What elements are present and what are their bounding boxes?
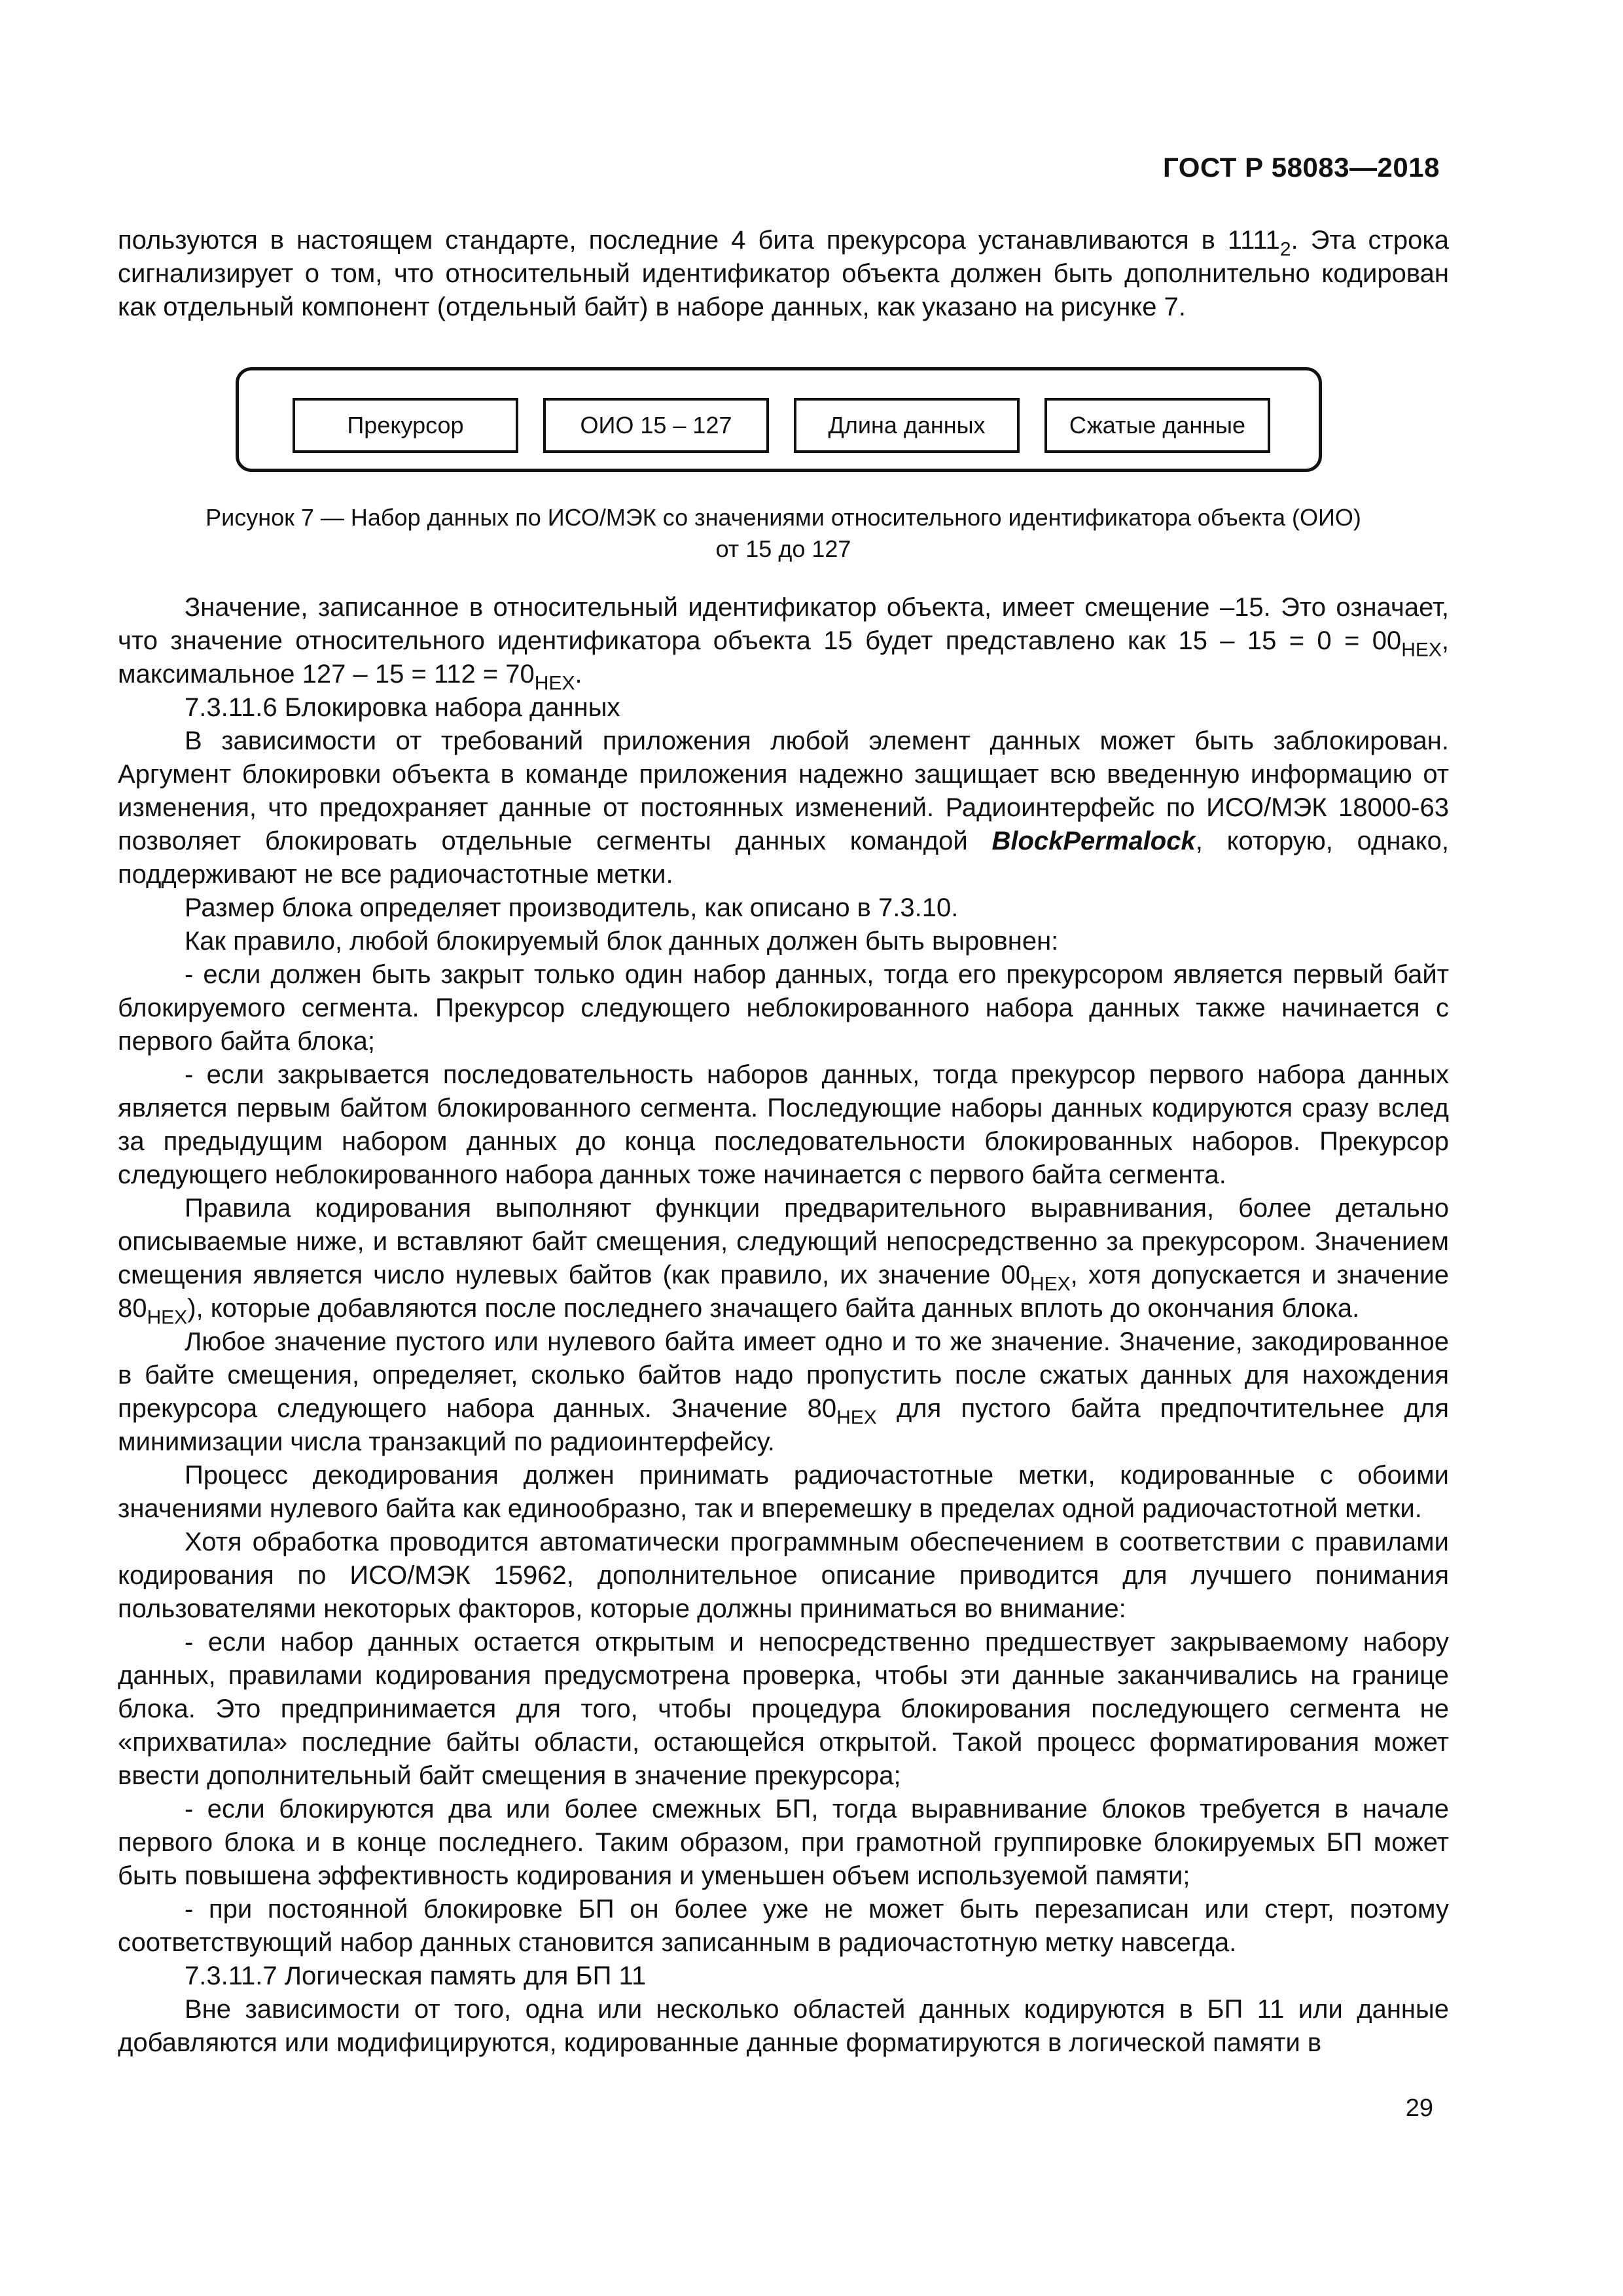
intro-subscript: 2: [1279, 238, 1291, 260]
rules-text-c: ), которые добавляются после последнего значащего байта данных вплоть до окончания блока.: [187, 1294, 1360, 1323]
box-compressed-data: Сжатые данные: [1044, 398, 1270, 453]
paragraph-process: Хотя обработка проводится автоматически программным обеспечением в соответствии с правилами кодирования по ИСО/МЭК 15962, дополнительное описание приводится для лучшего понимания пользователями некоторых факторов, которые должны приниматься во внимание:: [118, 1528, 1449, 1623]
list-item-3: - если набор данных остается открытым и непосредственно предшествует закрываемому набору данных, правилами кодирования предусмотрена проверка, чтобы эти данные заканчивались на границе блока. Это предпринимается для того, чтобы процедура блокирования последующего сегмента не «прихватила» последние байты области, остающейся открытой. Такой процесс форматирования может ввести дополнительный байт смещения в значение прекурсора;: [118, 1628, 1449, 1790]
lock-text-b: , которую, однако, поддерживают не все радиочастотные метки.: [118, 827, 1449, 889]
paragraph-logical-memory: Вне зависимости от того, одна или несколько областей данных кодируются в БП 11 или данные добавляются или модифицируются, кодированные данные форматируются в логической памяти в: [118, 1995, 1449, 2057]
intro-paragraph: [118, 224, 1449, 324]
paragraph-lock: [118, 725, 1449, 891]
page-number: 29: [1405, 2094, 1433, 2122]
paragraph-rules: [118, 1192, 1449, 1329]
rules-text-b: , хотя допускается и значение 80: [118, 1261, 1449, 1323]
hex-subscript: HEX: [1401, 639, 1442, 661]
hex-subscript: HEX: [534, 672, 575, 694]
figure-caption: [118, 502, 1449, 565]
command-name: BlockPermalock: [991, 827, 1196, 855]
empty-text-b: для пустого байта предпочтительнее для минимизации числа транзакций по радиоинтерфейсу.: [118, 1394, 1449, 1456]
empty-text-a: Любое значение пустого или нулевого байта имеет одно и то же значение. Значение, закодированное в байте смещения, определяет, сколько байтов надо пропустить после сжатых данных для нахождения прекурсора следующего набора данных. Значение 80: [118, 1327, 1449, 1423]
box-oio: ОИО 15 – 127: [543, 398, 769, 453]
paragraph-align: Как правило, любой блокируемый блок данных должен быть выровнен:: [185, 927, 1059, 956]
rules-text-a: Правила кодирования выполняют функции предварительного выравнивания, более детально описываемые ниже, и вставляют байт смещения, следующий непосредственно за прекурсором. Значением смещения является число нулевых байтов (как правило, их значение 00: [118, 1194, 1449, 1289]
hex-subscript: HEX: [1029, 1273, 1071, 1295]
lock-text-a: В зависимости от требований приложения любой элемент данных может быть заблокирован. Аргумент блокировки объекта в команде приложения надежно защищает всю введенную информацию от изменения, что предохраняет данные от постоянных изменений. Радиоинтерфейс по ИСО/МЭК 18000-63 позволяет блокировать отдельные сегменты данных командой: [118, 726, 1449, 855]
document-header: ГОСТ Р 58083—2018: [1163, 152, 1440, 183]
paragraph-decode: Процесс декодирования должен принимать радиочастотные метки, кодированные с обоими значениями нулевого байта как единообразно, так и вперемешку в пределах одной радиочастотной метки.: [118, 1461, 1449, 1523]
list-item-5: - при постоянной блокировке БП он более уже не может быть перезаписан или стерт, поэтому соответствующий набор данных становится записанным в радиочастотную метку навсегда.: [118, 1895, 1449, 1957]
offset-text-a: Значение, записанное в относительный идентификатор объекта, имеет смещение –15. Это означает, что значение относительного идентификатора объекта 15 будет представлено как 15 – 15 = 0 = 00: [118, 593, 1449, 655]
paragraph-block-size: Размер блока определяет производитель, как описано в 7.3.10.: [185, 893, 959, 922]
box-data-length: Длина данных: [794, 398, 1020, 453]
figure-caption-line1: Рисунок 7 — Набор данных по ИСО/МЭК со значениями относительного идентификатора объекта (ОИО): [205, 504, 1361, 531]
paragraph-empty-byte: [118, 1325, 1449, 1459]
list-item-4: - если блокируются два или более смежных БП, тогда выравнивание блоков требуется в начале первого блока и в конце последнего. Таким образом, при грамотной группировке блокируемых БП может быть повышена эффективность кодирования и уменьшен объем используемой памяти;: [118, 1795, 1449, 1890]
offset-text-b: , максимальное 127 – 15 = 112 = 70: [118, 626, 1449, 689]
offset-text-c: .: [575, 660, 582, 689]
page-body: [118, 224, 1449, 2060]
hex-subscript: HEX: [147, 1306, 188, 1329]
figure-caption-line2: от 15 до 127: [715, 535, 851, 562]
paragraph-offset: [118, 591, 1449, 694]
intro-text-b: . Эта строка сигнализирует о том, что относительный идентификатор объекта должен быть дополнительно кодирован как отдельный компонент (отдельный байт) в наборе данных, как указано на рисунке 7.: [118, 226, 1449, 321]
figure-7-diagram: [236, 367, 1322, 472]
list-item-2: - если закрывается последовательность наборов данных, тогда прекурсор первого набора данных является первым байтом блокированного сегмента. Последующие наборы данных кодируются сразу вслед за предыдущим набором данных до конца последовательности блокированных наборов. Прекурсор следующего неблокированного набора данных тоже начинается с первого байта сегмента.: [118, 1060, 1449, 1189]
intro-text-a: пользуются в настоящем стандарте, последние 4 бита прекурсора устанавливаются в 1111: [118, 226, 1280, 255]
section-heading-7-3-11-7: 7.3.11.7 Логическая память для БП 11: [185, 1962, 647, 1990]
list-item-1: - если должен быть закрыт только один набор данных, тогда его прекурсором является первый байт блокируемого сегмента. Прекурсор следующего неблокированного набора данных также начинается с первого байта блока;: [118, 960, 1449, 1056]
hex-subscript: HEX: [836, 1407, 877, 1429]
box-precursor: Прекурсор: [293, 398, 518, 453]
section-heading-7-3-11-6: 7.3.11.6 Блокировка набора данных: [185, 693, 620, 722]
